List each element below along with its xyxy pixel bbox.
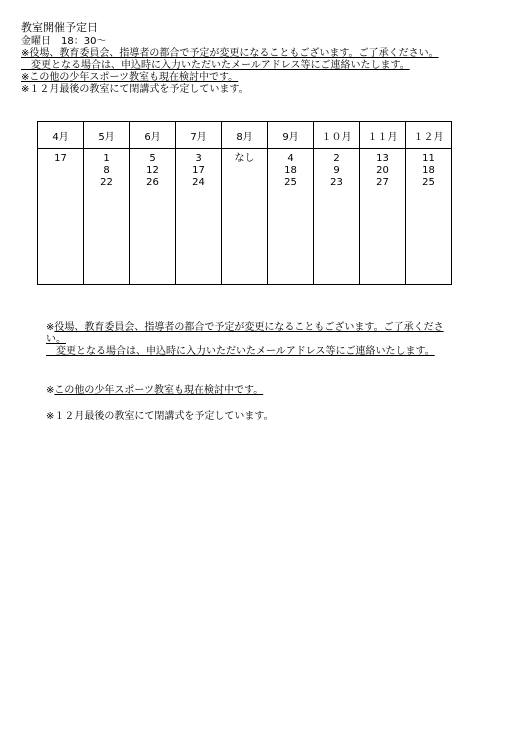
footer-note-change — [46, 322, 456, 346]
dates-cell — [406, 149, 452, 285]
dates-cell — [222, 149, 268, 285]
note-text: この他の少年スポーツ教室も現在検討中です。 — [54, 385, 264, 396]
header-note-contact: 変更となる場合は、申込時に入力いただいたメールアドレス等にご連絡いたします。 — [21, 60, 410, 71]
date-value: 20 — [376, 165, 389, 176]
note-text: 役場、教育委員会、指導者の都合で予定が変更になることもございます。ご了承ください。 — [46, 322, 444, 345]
date-value: 23 — [330, 177, 343, 188]
header-note-closing: ※１２月最後の教室にて閉講式を予定しています。 — [21, 84, 249, 95]
month-header: 7月 — [176, 122, 222, 149]
page-title: 教室開催予定日 — [21, 21, 98, 34]
date-value: 24 — [192, 177, 205, 188]
date-value: 12 — [146, 165, 159, 176]
date-value: 9 — [333, 165, 340, 176]
month-header: 5月 — [84, 122, 130, 149]
header-note-change: ※役場、教育委員会、指導者の都合で予定が変更になることもございます。ご了承ください。 — [21, 48, 439, 59]
schedule-table — [37, 121, 452, 285]
dates-cell — [38, 149, 84, 285]
dates-cell — [84, 149, 130, 285]
date-value: 11 — [422, 153, 435, 164]
footer-note-closing: ※１２月最後の教室にて閉講式を予定しています。 — [46, 411, 274, 422]
date-value: 25 — [422, 177, 435, 188]
month-header: １２月 — [406, 122, 452, 149]
date-value: なし — [234, 153, 255, 164]
date-value: 2 — [333, 153, 340, 164]
date-value: 18 — [422, 165, 435, 176]
dates-cell — [360, 149, 406, 285]
date-value: 25 — [284, 177, 297, 188]
note-prefix: ※ — [46, 385, 55, 396]
note-prefix: ※ — [46, 322, 55, 333]
time-label: 金曜日 18：30～ — [21, 36, 107, 47]
dates-cell — [314, 149, 360, 285]
footer-note-contact: 変更となる場合は、申込時に入力いただいたメールアドレス等にご連絡いたします。 — [46, 346, 435, 357]
date-value: 22 — [100, 177, 113, 188]
date-value: 1 — [103, 153, 110, 164]
month-header: 9月 — [268, 122, 314, 149]
month-header: １０月 — [314, 122, 360, 149]
footer-note-other — [46, 385, 456, 397]
date-value: 8 — [103, 165, 110, 176]
date-value: 4 — [287, 153, 294, 164]
month-header: 4月 — [38, 122, 84, 149]
dates-cell — [176, 149, 222, 285]
date-value: 5 — [149, 153, 156, 164]
date-value: 26 — [146, 177, 159, 188]
month-header: 6月 — [130, 122, 176, 149]
month-header-row — [38, 122, 452, 149]
date-value: 13 — [376, 153, 389, 164]
date-value: 17 — [54, 153, 67, 164]
dates-cell — [130, 149, 176, 285]
dates-cell — [268, 149, 314, 285]
date-value: 3 — [195, 153, 202, 164]
date-value: 17 — [192, 165, 205, 176]
date-value: 27 — [376, 177, 389, 188]
month-header: 8月 — [222, 122, 268, 149]
month-header: １１月 — [360, 122, 406, 149]
date-value: 18 — [284, 165, 297, 176]
header-note-other: ※この他の少年スポーツ教室も現在検討中です。 — [21, 72, 239, 83]
dates-row — [38, 149, 452, 285]
